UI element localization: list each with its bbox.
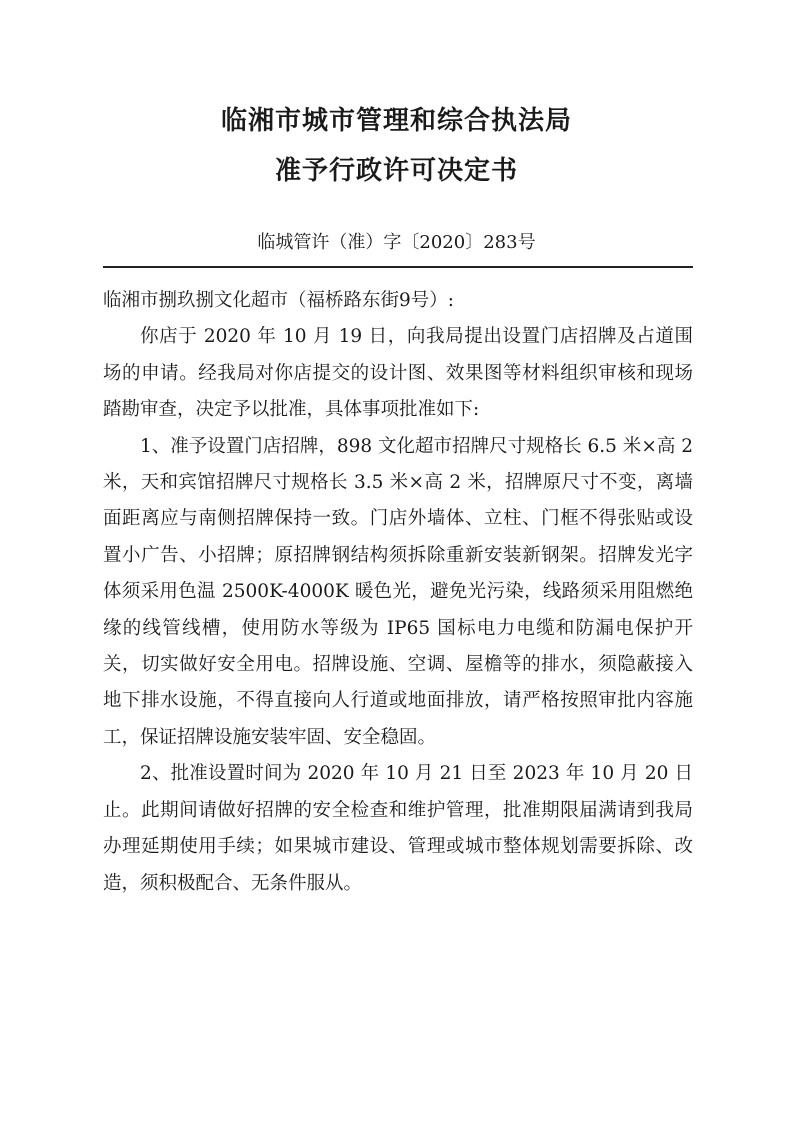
letter-body (103, 283, 693, 902)
document-number: 临城管许（准）字〔2020〕283号 (257, 232, 536, 253)
intro-paragraph: 你店于 2020 年 10 月 19 日，向我局提出设置门店招牌及占道围场的申请。经我局对你店提交的设计图、效果图等材料组织审核和现场踏勘审查，决定予以批准，具体事项批准如下: (103, 326, 693, 421)
header-divider (103, 266, 693, 268)
item-1-paragraph: 1、准予设置门店招牌，898 文化超市招牌尺寸规格长 6.5 米×高 2 米，天和宾馆招牌尺寸规格长 3.5 米×高 2 米，招牌原尺寸不变，离墙面距离应与南侧招牌保持一致。门店外墙体、立柱、门框不得张贴或设置小广告、小招牌；原招牌钢结构须拆除重新安装新钢架。招牌发光字体须采用色温 2500K-4000K 暖色光，避免光污染，线路须采用阻燃绝缘的线管线槽，使用防水等级为 IP65 国标电力电缆和防漏电保护开关，切实做好安全用电。招牌设施、空调、屋檐等的排水，须隐蔽接入地下排水设施，不得直接向人行道或地面排放，请严格按照审批内容施工，保证招牌设施安装牢固、安全稳固。 (103, 435, 693, 748)
addressee-line: 临湘市捌玖捌文化超市（福桥路东街9号）: (103, 290, 455, 311)
document-type-title: 准予行政许可决定书 (274, 156, 518, 186)
item-2-paragraph: 2、批准设置时间为 2020 年 10 月 21 日至 2023 年 10 月 20 日止。此期间请做好招牌的安全检查和维护管理，批准期限届满请到我局办理延期使用手续；如果城市建设、管理或城市整体规划需要拆除、改造，须积极配合、无条件服从。 (103, 763, 693, 894)
agency-title: 临湘市城市管理和综合执法局 (220, 106, 572, 136)
